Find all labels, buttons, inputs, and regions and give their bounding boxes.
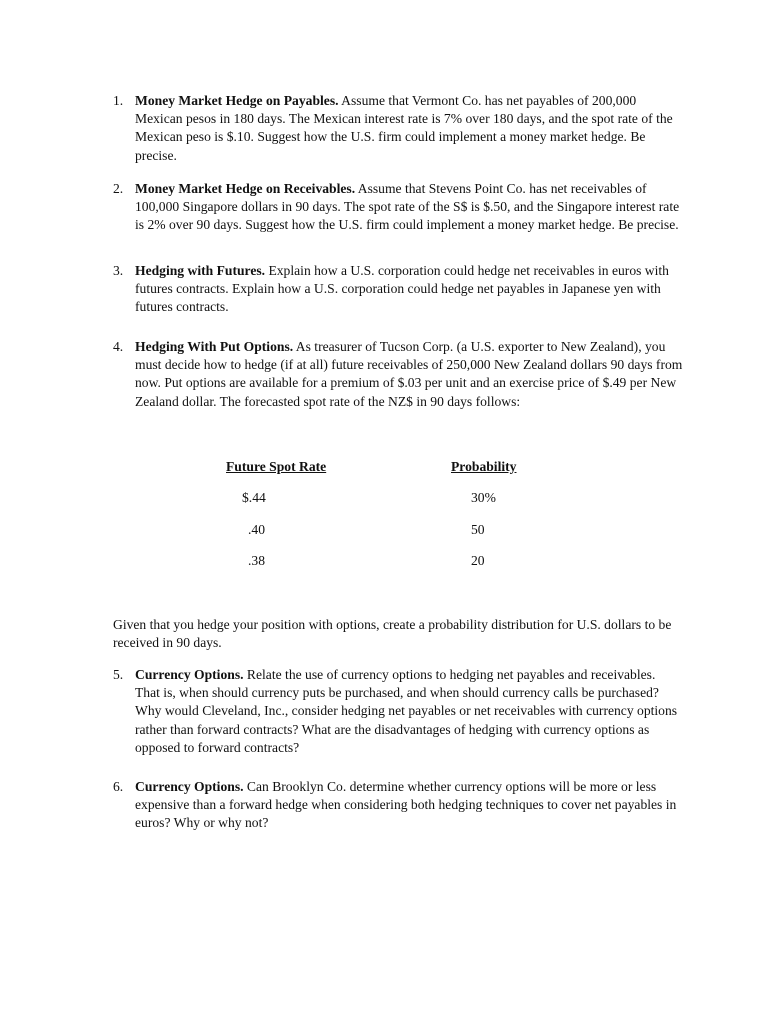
table-cell-rate: .40 [248, 522, 265, 537]
table-header-spot-rate: Future Spot Rate [226, 459, 327, 474]
question-4 [113, 338, 683, 411]
question-text: Relate the use of currency options to hedging net payables and receivables. That is, when should currency puts be purchased, and when should currency calls be purchased? Why would Cleveland, Inc., consider hedging net payables or net receivables with currency options rather than forward contracts? What are the disadvantages of hedging with currency options as opposed to forward contracts? [135, 667, 678, 755]
question-body [135, 338, 683, 411]
question-body [135, 262, 683, 317]
question-text: Assume that Stevens Point Co. has net receivables of 100,000 Singapore dollars in 90 days. The spot rate of the S$ is $.50, and the Singapore interest rate is 2% over 90 days. Suggest how the U.S. firm could implement a money market hedge. Be precise. [135, 181, 680, 233]
question-body [135, 180, 683, 235]
question-body [135, 92, 683, 165]
question-title: Currency Options. [135, 779, 244, 794]
question-6 [113, 778, 683, 833]
question-text: Explain how a U.S. corporation could hedge net receivables in euros with futures contracts. Explain how a U.S. corporation could hedge net payables in Japanese yen with futures contracts. [135, 263, 669, 315]
table-cell-probability: 50 [471, 522, 485, 537]
question-text: Assume that Vermont Co. has net payables of 200,000 Mexican pesos in 180 days. The Mexican interest rate is 7% over 180 days, and the spot rate of the Mexican peso is $.10. Suggest how the U.S. firm could implement a money market hedge. Be precise. [135, 93, 673, 163]
question-1 [113, 92, 683, 165]
table-cell-rate: .38 [248, 553, 265, 568]
question-3 [113, 262, 683, 317]
question-text: As treasurer of Tucson Corp. (a U.S. exporter to New Zealand), you must decide how to hedge (if at all) future receivables of 250,000 New Zealand dollars 90 days from now. Put options are available for a premium of $.03 per unit and an exercise price of $.49 per New Zealand dollar. The forecasted spot rate of the NZ$ in 90 days follows: [135, 339, 683, 409]
question-number: 4. [113, 339, 124, 354]
table-header-probability: Probability [451, 459, 517, 474]
table-cell-probability: 30% [471, 490, 496, 505]
question-body [135, 778, 683, 833]
question-5 [113, 666, 683, 757]
question-number: 3. [113, 263, 124, 278]
question-title: Hedging With Put Options. [135, 339, 294, 354]
question-text: Can Brooklyn Co. determine whether currency options will be more or less expensive than a forward hedge when considering both hedging techniques to cover net payables in euros? Why or why not? [135, 779, 677, 831]
question-body [135, 666, 683, 757]
question-title: Currency Options. [135, 667, 244, 682]
table-cell-probability: 20 [471, 553, 485, 568]
followup-instruction: Given that you hedge your position with options, create a probability distribution for U.S. dollars to be received in 90 days. [113, 617, 672, 651]
question-title: Hedging with Futures. [135, 263, 266, 278]
table-cell-rate: $.44 [242, 490, 266, 505]
question-number: 5. [113, 667, 124, 682]
question-number: 2. [113, 181, 124, 196]
question-title: Money Market Hedge on Payables. [135, 93, 339, 108]
question-number: 6. [113, 779, 124, 794]
question-number: 1. [113, 93, 124, 108]
question-title: Money Market Hedge on Receivables. [135, 181, 356, 196]
question-2 [113, 180, 683, 235]
